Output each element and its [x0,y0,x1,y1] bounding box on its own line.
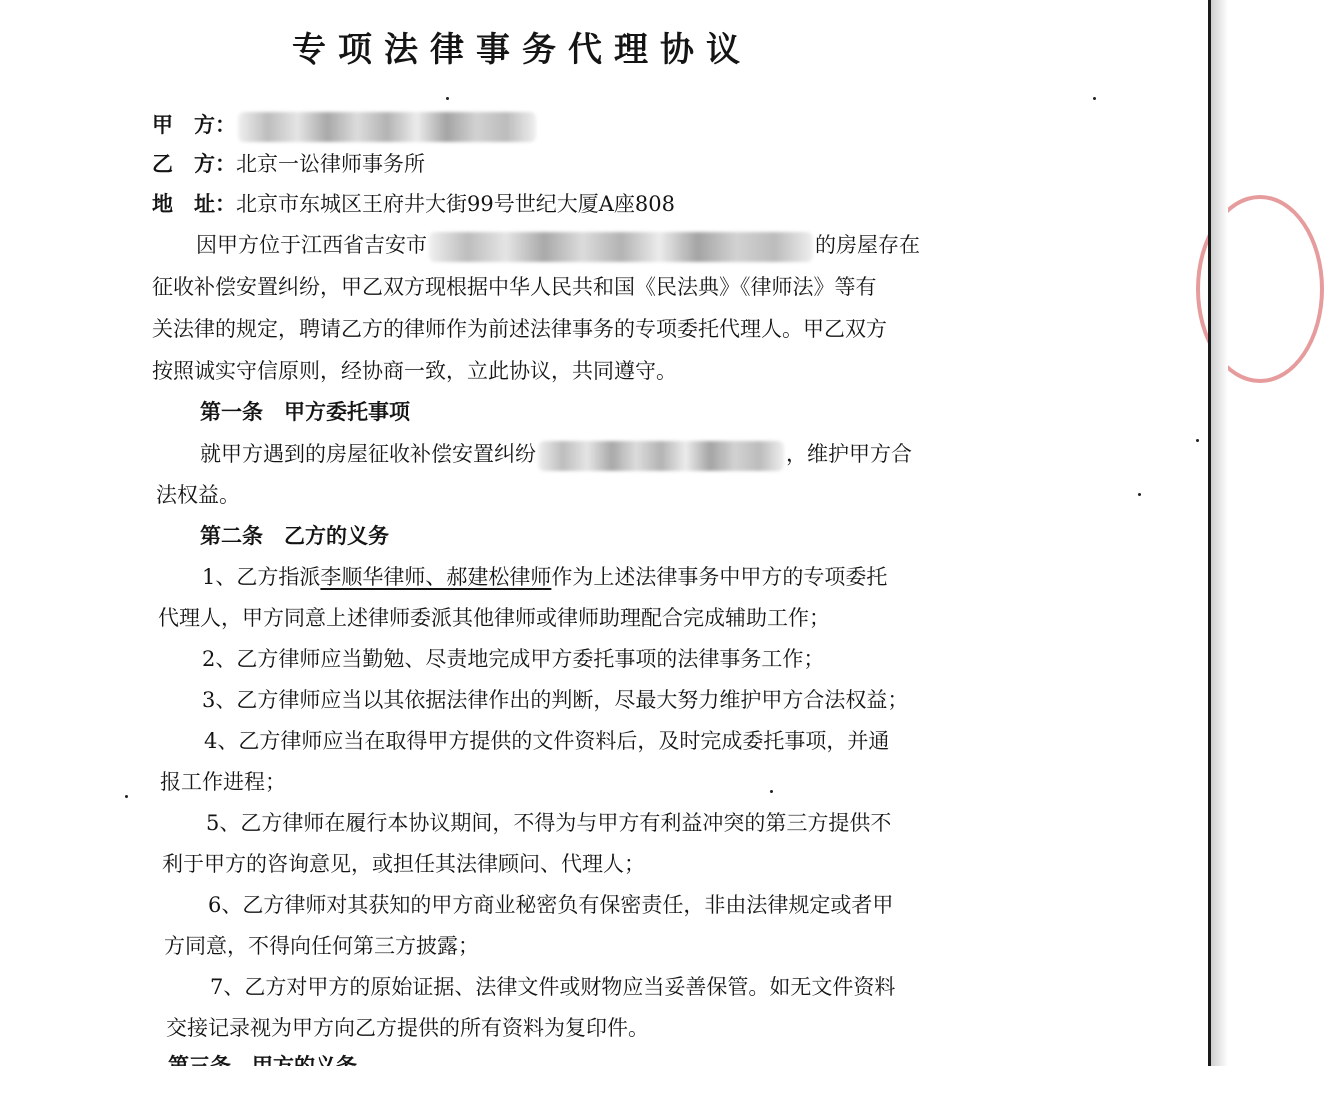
address-label: 地 址： [152,191,236,216]
article-2-item-5: 5、乙方律师在履行本协议期间，不得为与甲方有利益冲突的第三方提供不 [206,811,892,835]
item-1-text-a: 1、乙方指派 [202,565,321,589]
bottom-margin [0,1066,1228,1100]
party-a-row [152,111,538,142]
party-a-label: 甲 方： [152,112,236,137]
intro-line-4: 按照诚实守信原则，经协商一致，立此协议，共同遵守。 [152,359,677,383]
article-1-line-1 [200,440,912,471]
article-2-item-4-cont: 报工作进程； [160,770,286,794]
article-1-text-a: 就甲方遇到的房屋征收补偿安置纠纷 [200,442,536,466]
intro-text-a: 因甲方位于江西省吉安市 [196,233,427,257]
scan-speck [1196,439,1199,442]
item-1-text-b: 作为上述法律事务中甲方的专项委托 [551,565,888,589]
intro-redaction [429,232,813,262]
article-2-item-4: 4、乙方律师应当在取得甲方提供的文件资料后，及时完成委托事项，并通 [204,729,890,753]
article-3-heading [168,1052,357,1066]
scan-speck [1138,493,1141,496]
address-row [152,190,675,218]
party-b-value: 北京一讼律师事务所 [236,152,425,176]
article-2-item-1 [202,563,887,591]
document-title: 专项法律事务代理协议 [292,30,752,70]
scan-speck [770,790,773,793]
address-value: 北京市东城区王府井大街99号世纪大厦A座808 [236,192,675,216]
article-2-item-6: 6、乙方律师对其获知的甲方商业秘密负有保密责任，非由法律规定或者甲 [208,893,894,917]
intro-text-b: 的房屋存在 [815,233,920,257]
page-edge-shadow [1211,0,1228,1066]
scan-speck [1093,97,1096,100]
article-2-item-1-cont: 代理人，甲方同意上述律师委派其他律师或律师助理配合完成辅助工作； [158,606,830,630]
article-2-item-7-cont: 交接记录视为甲方向乙方提供的所有资料为复印件。 [166,1016,649,1040]
intro-line-1 [196,231,920,262]
party-b-label: 乙 方： [152,151,236,176]
article-1-line-2: 法权益。 [156,483,240,507]
article-1-heading: 第一条 甲方委托事项 [200,399,410,424]
scan-speck [446,97,449,100]
article-2-item-3: 3、乙方律师应当以其依据法律作出的判断，尽最大努力维护甲方合法权益； [202,688,909,712]
party-a-redaction [238,112,536,142]
article-1-redaction [538,441,784,471]
party-b-row [152,150,425,178]
intro-line-3: 关法律的规定，聘请乙方的律师作为前述法律事务的专项委托代理人。甲乙双方 [152,317,887,341]
scan-speck [125,795,128,798]
article-2-item-5-cont: 利于甲方的咨询意见，或担任其法律顾问、代理人； [162,852,645,876]
article-1-text-b: ，维护甲方合 [786,442,912,466]
article-2-item-7: 7、乙方对甲方的原始证据、法律文件或财物应当妥善保管。如无文件资料 [210,975,896,999]
article-2-item-2: 2、乙方律师应当勤勉、尽责地完成甲方委托事项的法律事务工作； [202,647,825,671]
article-2-item-6-cont: 方同意，不得向任何第三方披露； [164,934,479,958]
article-2-heading: 第二条 乙方的义务 [200,523,389,548]
assigned-lawyers: 李顺华律师、郝建松律师 [320,565,552,589]
intro-line-2: 征收补偿安置纠纷，甲乙双方现根据中华人民共和国《民法典》《律师法》等有 [152,275,877,299]
